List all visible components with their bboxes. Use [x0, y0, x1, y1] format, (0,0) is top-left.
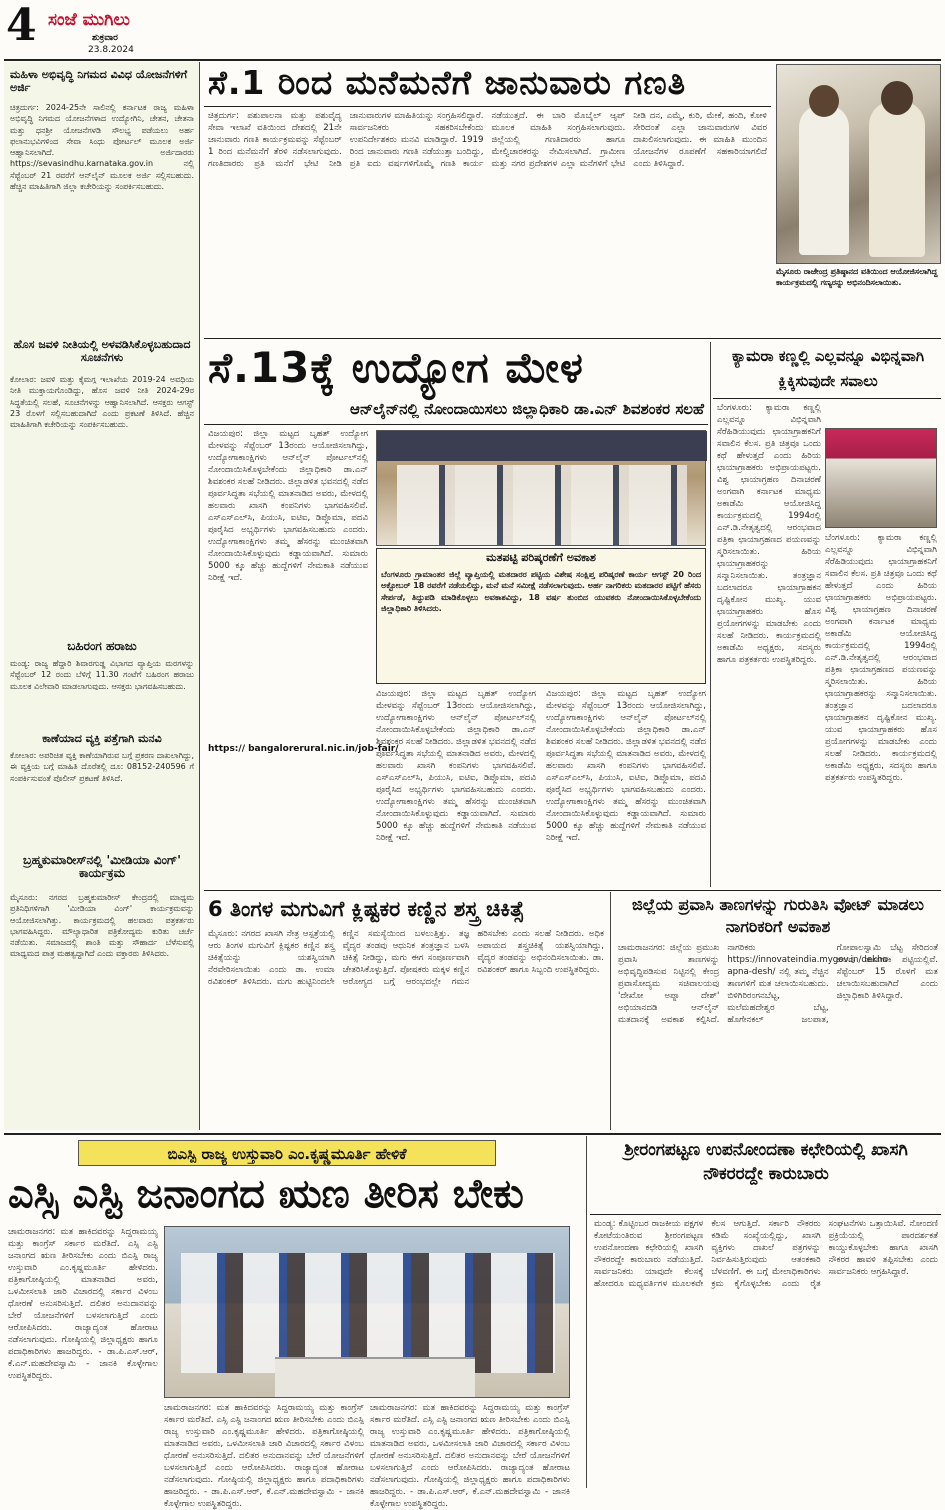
- bsp-story: [4, 1136, 582, 1509]
- census-story: [204, 62, 771, 337]
- jobfair-body-col3: ವಿಜಯಪುರ: ಜಿಲ್ಲಾ ಮಟ್ಟದ ಬೃಹತ್ ಉದ್ಯೋಗ ಮೇಳವನ್ನು ಸೆಪ್ಟೆಂಬರ್ 13ರಂದು ಆಯೋಜಿಸಲಾಗಿದ್ದು, ಉದ್ಯೋಗಾಕಾಂಕ್ಷಿಗಳು ಆನ್‌ಲೈನ್ ಪೋರ್ಟಲ್‌ನಲ್ಲಿ ನೋಂದಾಯಿಸಿಕೊಳ್ಳಬೇಕೆಂದು ಜಿಲ್ಲಾಧಿಕಾರಿ ಡಾ.ಎನ್ ಶಿವಶಂಕರ ಸಲಹೆ ನೀಡಿದರು. ಜಿಲ್ಲಾಡಳಿತ ಭವನದಲ್ಲಿ ನಡೆದ ಪೂರ್ವಸಿದ್ಧತಾ ಸಭೆಯಲ್ಲಿ ಮಾತನಾಡಿದ ಅವರು, ಮೇಳದಲ್ಲಿ ಹಲವಾರು ಖಾಸಗಿ ಕಂಪನಿಗಳು ಭಾಗವಹಿಸಲಿವೆ. ಎಸ್‌ಎಸ್‌ಎಲ್‌ಸಿ, ಪಿಯುಸಿ, ಐಟಿಐ, ಡಿಪ್ಲೊಮಾ, ಪದವಿ ಪೂರೈಸಿದ ಅಭ್ಯರ್ಥಿಗಳು ಭಾಗವಹಿಸಬಹುದು ಎಂದರು. ಉದ್ಯೋಗಾಕಾಂಕ್ಷಿಗಳು ತಮ್ಮ ಹೆಸರನ್ನು ಮುಂಚಿತವಾಗಿ ನೋಂದಾಯಿಸಿಕೊಳ್ಳುವುದು ಕಡ್ಡಾಯವಾಗಿದೆ. ಸುಮಾರು 5000 ಕ್ಕೂ ಹೆಚ್ಚು ಹುದ್ದೆಗಳಿಗೆ ನೇಮಕಾತಿ ನಡೆಯುವ ನಿರೀಕ್ಷೆ ಇದೆ.: [546, 689, 706, 843]
- srirangapatna-story: [590, 1136, 941, 1488]
- tourism-headline: ಜಿಲ್ಲೆಯ ಪ್ರವಾಸಿ ತಾಣಗಳನ್ನು ಗುರುತಿಸಿ ವೋಟ್ ಮಾಡಲು ನಾಗರಿಕರಿಗೆ ಅವಕಾಶ: [632, 895, 924, 936]
- bsp-body-col1: ಚಾಮರಾಜನಗರ: ಮತ ಹಾಕಿದವರನ್ನು ಸಿದ್ದರಾಮಯ್ಯ ಮತ್ತು ಕಾಂಗ್ರೆಸ್ ಸರ್ಕಾರ ಮರೆತಿದೆ. ಎಸ್ಸಿ ಎಸ್ಟಿ ಜನಾಂಗದ ಋಣ ತೀರಿಸಬೇಕು ಎಂದು ಬಿಎಸ್ಪಿ ರಾಜ್ಯ ಉಸ್ತುವಾರಿ ಎಂ.ಕೃಷ್ಣಮೂರ್ತಿ ಹೇಳಿದರು. ಪತ್ರಿಕಾಗೋಷ್ಠಿಯಲ್ಲಿ ಮಾತನಾಡಿದ ಅವರು, ಒಳಮೀಸಲಾತಿ ಜಾರಿ ವಿಚಾರದಲ್ಲಿ ಸರ್ಕಾರ ವಿಳಂಬ ಧೋರಣೆ ಅನುಸರಿಸುತ್ತಿದೆ. ದಲಿತರ ಅನುದಾನವನ್ನು ಬೇರೆ ಯೋಜನೆಗಳಿಗೆ ಬಳಸಲಾಗುತ್ತಿದೆ ಎಂದು ಆರೋಪಿಸಿದರು. ರಾಜ್ಯಾದ್ಯಂತ ಹೋರಾಟ ನಡೆಸಲಾಗುವುದು. ಗೋಷ್ಠಿಯಲ್ಲಿ ಜಿಲ್ಲಾಧ್ಯಕ್ಷರು ಹಾಗೂ ಪದಾಧಿಕಾರಿಗಳು ಹಾಜರಿದ್ದರು. - ಡಾ.ಪಿ.ಎಸ್.ಆರ್, ಕೆ.ಎನ್.ಮಹದೇವಸ್ವಾಮಿ - ಜಾನಕಿ ಕೊಳ್ಳೇಗಾಲ ಉಪಸ್ಥಿತರಿದ್ದರು.: [8, 1227, 158, 1381]
- srirangapatna-headline: ಶ್ರೀರಂಗಪಟ್ಟಣ ಉಪನೋಂದಣಾ ಕಛೇರಿಯಲ್ಲಿ ಖಾಸಗಿ ನೌಕರರದ್ದೇ ಕಾರುಬಾರು: [624, 1140, 908, 1184]
- sidebar-story3-title: ಬಹಿರಂಗ ಹರಾಜು: [67, 639, 137, 653]
- bsp-photo: [164, 1226, 570, 1398]
- bsp-kicker: ಬಿಎಸ್ಪಿ ರಾಜ್ಯ ಉಸ್ತುವಾರಿ ಎಂ.ಕೃಷ್ಣಮೂರ್ತಿ ಹೇಳಿಕೆ: [78, 1140, 496, 1166]
- camera-body-2: ಬೆಂಗಳೂರು: ಕ್ಯಾಮರಾ ಕಣ್ಣಲ್ಲಿ ಎಲ್ಲವನ್ನೂ ವಿಭಿನ್ನವಾಗಿ ಸೆರೆಹಿಡಿಯುವುದು ಛಾಯಾಗ್ರಾಹಕನಿಗೆ ಸವಾಲಿನ ಕೆಲಸ. ಪ್ರತಿ ಚಿತ್ರವೂ ಒಂದು ಕಥೆ ಹೇಳುತ್ತದೆ ಎಂದು ಹಿರಿಯ ಛಾಯಾಗ್ರಾಹಕರು ಅಭಿಪ್ರಾಯಪಟ್ಟರು. ವಿಶ್ವ ಛಾಯಾಗ್ರಹಣ ದಿನಾಚರಣೆ ಅಂಗವಾಗಿ ಕರ್ನಾಟಕ ಮಾಧ್ಯಮ ಅಕಾಡೆಮಿ ಆಯೋಜಿಸಿದ್ದ ಕಾರ್ಯಕ್ರಮದಲ್ಲಿ 1994ರಲ್ಲಿ ಎನ್.ಡಿ.ನೇತೃತ್ವದಲ್ಲಿ ಆರಂಭವಾದ ಪತ್ರಿಕಾ ಛಾಯಾಗ್ರಹಣದ ಪಯಣವನ್ನು ಸ್ಮರಿಸಲಾಯಿತು. ಹಿರಿಯ ಛಾಯಾಗ್ರಾಹಕರನ್ನು ಸನ್ಮಾನಿಸಲಾಯಿತು. ತಂತ್ರಜ್ಞಾನ ಬದಲಾದರೂ ಛಾಯಾಗ್ರಾಹಕನ ದೃಷ್ಟಿಕೋನ ಮುಖ್ಯ. ಯುವ ಛಾಯಾಗ್ರಾಹಕರು ಹೊಸ ಪ್ರಯೋಗಗಳನ್ನು ಮಾಡಬೇಕು ಎಂದು ಸಲಹೆ ನೀಡಿದರು. ಕಾರ್ಯಕ್ರಮದಲ್ಲಿ ಅಕಾಡೆಮಿ ಅಧ್ಯಕ್ಷರು, ಸದಸ್ಯರು ಹಾಗೂ ಪತ್ರಕರ್ತರು ಉಪಸ್ಥಿತರಿದ್ದರು.: [825, 533, 937, 783]
- voter-list-box: [376, 548, 706, 684]
- left-sidebar: [4, 62, 200, 1130]
- sidebar-story4-title: ಕಾಣೆಯಾದ ವ್ಯಕ್ತಿ ಪತ್ತೆಗಾಗಿ ಮನವಿ: [42, 732, 162, 745]
- census-rule: [204, 106, 771, 107]
- rule-above-bottom: [4, 1133, 941, 1135]
- brand-logo: ಸಂಜೆ ಮುಗಿಲು: [48, 10, 130, 30]
- camera-body: ಬೆಂಗಳೂರು: ಕ್ಯಾಮರಾ ಕಣ್ಣಲ್ಲಿ ಎಲ್ಲವನ್ನೂ ವಿಭಿನ್ನವಾಗಿ ಸೆರೆಹಿಡಿಯುವುದು ಛಾಯಾಗ್ರಾಹಕನಿಗೆ ಸವಾಲಿನ ಕೆಲಸ. ಪ್ರತಿ ಚಿತ್ರವೂ ಒಂದು ಕಥೆ ಹೇಳುತ್ತದೆ ಎಂದು ಹಿರಿಯ ಛಾಯಾಗ್ರಾಹಕರು ಅಭಿಪ್ರಾಯಪಟ್ಟರು. ವಿಶ್ವ ಛಾಯಾಗ್ರಹಣ ದಿನಾಚರಣೆ ಅಂಗವಾಗಿ ಕರ್ನಾಟಕ ಮಾಧ್ಯಮ ಅಕಾಡೆಮಿ ಆಯೋಜಿಸಿದ್ದ ಕಾರ್ಯಕ್ರಮದಲ್ಲಿ 1994ರಲ್ಲಿ ಎನ್.ಡಿ.ನೇತೃತ್ವದಲ್ಲಿ ಆರಂಭವಾದ ಪತ್ರಿಕಾ ಛಾಯಾಗ್ರಹಣದ ಪಯಣವನ್ನು ಸ್ಮರಿಸಲಾಯಿತು. ಹಿರಿಯ ಛಾಯಾಗ್ರಾಹಕರನ್ನು ಸನ್ಮಾನಿಸಲಾಯಿತು. ತಂತ್ರಜ್ಞಾನ ಬದಲಾದರೂ ಛಾಯಾಗ್ರಾಹಕನ ದೃಷ್ಟಿಕೋನ ಮುಖ್ಯ. ಯುವ ಛಾಯಾಗ್ರಾಹಕರು ಹೊಸ ಪ್ರಯೋಗಗಳನ್ನು ಮಾಡಬೇಕು ಎಂದು ಸಲಹೆ ನೀಡಿದರು. ಕಾರ್ಯಕ್ರಮದಲ್ಲಿ ಅಕಾಡೆಮಿ ಅಧ್ಯಕ್ಷರು, ಸದಸ್ಯರು ಹಾಗೂ ಪತ್ರಕರ್ತರು ಉಪಸ್ಥಿತರಿದ್ದರು.: [717, 403, 821, 665]
- rule-below-census: [204, 338, 941, 339]
- bsp-group: [181, 1253, 555, 1373]
- eye-body: ಮೈಸೂರು: ನಗರದ ಖಾಸಗಿ ನೇತ್ರ ಆಸ್ಪತ್ರೆಯಲ್ಲಿ ಆರು ತಿಂಗಳ ಮಗುವಿಗೆ ಕ್ಲಿಷ್ಟಕರ ಕಣ್ಣಿನ ಶಸ್ತ್ರ ಚಿಕಿತ್ಸೆಯನ್ನು ಯಶಸ್ವಿಯಾಗಿ ನೆರವೇರಿಸಲಾಯಿತು ಎಂದು ಡಾ. ಉಮಾ ರವಿಶಂಕರ್ ತಿಳಿಸಿದರು. ಮಗು ಹುಟ್ಟಿನಿಂದಲೇ ಕಣ್ಣಿನ ಸಮಸ್ಯೆಯಿಂದ ಬಳಲುತ್ತಿತ್ತು. ತಜ್ಞ ವೈದ್ಯರ ತಂಡವು ಆಧುನಿಕ ತಂತ್ರಜ್ಞಾನ ಬಳಸಿ ಚಿಕಿತ್ಸೆ ನೀಡಿದ್ದು, ಮಗು ಈಗ ಸಂಪೂರ್ಣವಾಗಿ ಚೇತರಿಸಿಕೊಳ್ಳುತ್ತಿದೆ. ಪೋಷಕರು ಮಕ್ಕಳ ಕಣ್ಣಿನ ಆರೋಗ್ಯದ ಬಗ್ಗೆ ಆರಂಭದಲ್ಲೇ ಗಮನ ಹರಿಸಬೇಕು ಎಂದು ಸಲಹೆ ನೀಡಿದರು. ಅಧಿಕ ಅಪಾಯದ ಶಸ್ತ್ರಚಿಕಿತ್ಸೆ ಯಶಸ್ವಿಯಾಗಿದ್ದು, ವೈದ್ಯರ ತಂಡವನ್ನು ಅಭಿನಂದಿಸಲಾಯಿತು. ಡಾ. ರವಿಶಂಕರ್ ಹಾಗೂ ಸಿಬ್ಬಂದಿ ಉಪಸ್ಥಿತರಿದ್ದರು.: [208, 929, 604, 987]
- sidebar-story5-title: ಬ್ರಹ್ಮಕುಮಾರೀಸ್‌ನಲ್ಲಿ 'ಮೀಡಿಯಾ ವಿಂಗ್' ಕಾರ್ಯಕ್ರಮ: [23, 853, 181, 880]
- officials-group: [397, 465, 687, 545]
- sidebar-story4-body: ಕೋಲಾರ: ಅಪರಿಚಿತ ವ್ಯಕ್ತಿ ಕಾಣೆಯಾಗಿರುವ ಬಗ್ಗೆ ಪ್ರಕರಣ ದಾಖಲಾಗಿದ್ದು, ಈ ವ್ಯಕ್ತಿಯ ಬಗ್ಗೆ ಮಾಹಿತಿ ದೊರೆತಲ್ಲಿ ದೂ: 08152-240596 ಗೆ ಸಂಪರ್ಕಿಸುವಂತೆ ಪೊಲೀಸ್ ಪ್ರಕಟಣೆ ತಿಳಿಸಿದೆ.: [10, 751, 194, 783]
- issue-day: ಶುಕ್ರವಾರ: [92, 33, 118, 43]
- page-number: 4: [6, 0, 37, 51]
- person-figure-left: [799, 105, 849, 255]
- census-photo-caption: ಮೈಸೂರು ರಾಜೇಂದ್ರ ಪ್ರತಿಷ್ಠಾನದ ವತಿಯಿಂದ ಆಯೋಜಿಸಲಾಗಿದ್ದ ಕಾರ್ಯಕ್ರಮದಲ್ಲಿ ಗಣ್ಯರನ್ನು ಅಭಿನಂದಿಸಲಾಯಿತು.: [776, 267, 938, 287]
- jobfair-body-col1: ವಿಜಯಪುರ: ಜಿಲ್ಲಾ ಮಟ್ಟದ ಬೃಹತ್ ಉದ್ಯೋಗ ಮೇಳವನ್ನು ಸೆಪ್ಟೆಂಬರ್ 13ರಂದು ಆಯೋಜಿಸಲಾಗಿದ್ದು, ಉದ್ಯೋಗಾಕಾಂಕ್ಷಿಗಳು ಆನ್‌ಲೈನ್ ಪೋರ್ಟಲ್‌ನಲ್ಲಿ ನೋಂದಾಯಿಸಿಕೊಳ್ಳಬೇಕೆಂದು ಜಿಲ್ಲಾಧಿಕಾರಿ ಡಾ.ಎನ್ ಶಿವಶಂಕರ ಸಲಹೆ ನೀಡಿದರು. ಜಿಲ್ಲಾಡಳಿತ ಭವನದಲ್ಲಿ ನಡೆದ ಪೂರ್ವಸಿದ್ಧತಾ ಸಭೆಯಲ್ಲಿ ಮಾತನಾಡಿದ ಅವರು, ಮೇಳದಲ್ಲಿ ಹಲವಾರು ಖಾಸಗಿ ಕಂಪನಿಗಳು ಭಾಗವಹಿಸಲಿವೆ. ಎಸ್‌ಎಸ್‌ಎಲ್‌ಸಿ, ಪಿಯುಸಿ, ಐಟಿಐ, ಡಿಪ್ಲೊಮಾ, ಪದವಿ ಪೂರೈಸಿದ ಅಭ್ಯರ್ಥಿಗಳು ಭಾಗವಹಿಸಬಹುದು ಎಂದರು. ಉದ್ಯೋಗಾಕಾಂಕ್ಷಿಗಳು ತಮ್ಮ ಹೆಸರನ್ನು ಮುಂಚಿತವಾಗಿ ನೋಂದಾಯಿಸಿಕೊಳ್ಳುವುದು ಕಡ್ಡಾಯವಾಗಿದೆ. ಸುಮಾರು 5000 ಕ್ಕೂ ಹೆಚ್ಚು ಹುದ್ದೆಗಳಿಗೆ ನೇಮಕಾತಿ ನಡೆಯುವ ನಿರೀಕ್ಷೆ ಇದೆ.: [208, 429, 368, 583]
- srirangapatna-body: ಮಂಡ್ಯ: ಕೊಟ್ಟಿಂಬರ ರಾಜಕೀಯ ಪಕ್ಷಗಳ ಕೋಟೆಯಂತಿರುವ ಶ್ರೀರಂಗಪಟ್ಟಣ ಉಪನೋಂದಣಾ ಕಛೇರಿಯಲ್ಲಿ ಖಾಸಗಿ ನೌಕರರದ್ದೇ ಕಾರುಬಾರು ನಡೆಯುತ್ತಿದೆ. ಸಾರ್ವಜನಿಕರು ಯಾವುದೇ ಕೆಲಸಕ್ಕೆ ಹೋದರೂ ಮಧ್ಯವರ್ತಿಗಳ ಮೂಲಕವೇ ಕೆಲಸ ಆಗುತ್ತಿದೆ. ಸರ್ಕಾರಿ ನೌಕರರು ಕಡಿಮೆ ಸಂಖ್ಯೆಯಲ್ಲಿದ್ದು, ಖಾಸಗಿ ವ್ಯಕ್ತಿಗಳು ದಾಖಲೆ ಪತ್ರಗಳನ್ನು ನಿರ್ವಹಿಸುತ್ತಿರುವುದು ಆತಂಕಕಾರಿ ಬೆಳವಣಿಗೆ. ಈ ಬಗ್ಗೆ ಮೇಲಾಧಿಕಾರಿಗಳು ಕ್ರಮ ಕೈಗೊಳ್ಳಬೇಕು ಎಂದು ರೈತ ಸಂಘಟನೆಗಳು ಒತ್ತಾಯಿಸಿವೆ. ನೋಂದಣಿ ಪ್ರಕ್ರಿಯೆಯಲ್ಲಿ ಪಾರದರ್ಶಕತೆ ಕಾಯ್ದುಕೊಳ್ಳಬೇಕು ಹಾಗೂ ಖಾಸಗಿ ನೌಕರರ ಹಾವಳಿ ತಪ್ಪಿಸಬೇಕು ಎಂದು ಸಾರ್ವಜನಿಕರು ಆಗ್ರಹಿಸಿದ್ದಾರೆ.: [594, 1219, 938, 1289]
- camera-photo: [825, 428, 937, 528]
- voter-list-caption: ಮತಪಟ್ಟಿ ಪರಿಷ್ಕರಣೆಗೆ ಅವಕಾಶ: [486, 551, 596, 564]
- sidebar-story2-body: ಕೋಲಾರ: ಜವಳಿ ಮತ್ತು ಕೈಮಗ್ಗ ಇಲಾಖೆಯ 2019-24 ಅವಧಿಯ ನೀತಿ ಮುಕ್ತಾಯಗೊಂಡಿದ್ದು, ಹೊಸ ಜವಳಿ ನೀತಿ 2024-29ರ ಸಿದ್ಧತೆಯಲ್ಲಿ ಸಲಹೆ, ಸೂಚನೆಗಳನ್ನು ಆಹ್ವಾನಿಸಲಾಗಿದೆ. ಆಸಕ್ತರು ಆಗಸ್ಟ್ 23 ರೊಳಗೆ ಸಲ್ಲಿಸಬಹುದಾಗಿದೆ ಎಂದು ಪ್ರಕಟಣೆ ತಿಳಿಸಿದೆ. ಹೆಚ್ಚಿನ ಮಾಹಿತಿಗಾಗಿ ಕಚೇರಿಯನ್ನು ಸಂಪರ್ಕಿಸಬಹುದು.: [10, 375, 194, 430]
- census-photo: [776, 64, 941, 264]
- rule-between-jobfair-camera: [710, 342, 711, 887]
- sidebar-story3-body: ಮಂಡ್ಯ: ರಾಜ್ಯ ಹೆದ್ದಾರಿ ಶಿವಾರಗುಡ್ಡ ವಿಭಾಗದ ವ್ಯಾಪ್ತಿಯ ಮರಗಳನ್ನು ಸೆಪ್ಟೆಂಬರ್ 12 ರಂದು ಬೆಳಿಗ್ಗೆ 11.30 ಗಂಟೆಗೆ ಬಹಿರಂಗ ಹರಾಜು ಮೂಲಕ ವಿಲೇವಾರಿ ಮಾಡಲಾಗುವುದು. ಆಸಕ್ತರು ಭಾಗವಹಿಸಬಹುದು.: [10, 659, 194, 691]
- jobfair-body-col2: ವಿಜಯಪುರ: ಜಿಲ್ಲಾ ಮಟ್ಟದ ಬೃಹತ್ ಉದ್ಯೋಗ ಮೇಳವನ್ನು ಸೆಪ್ಟೆಂಬರ್ 13ರಂದು ಆಯೋಜಿಸಲಾಗಿದ್ದು, ಉದ್ಯೋಗಾಕಾಂಕ್ಷಿಗಳು ಆನ್‌ಲೈನ್ ಪೋರ್ಟಲ್‌ನಲ್ಲಿ ನೋಂದಾಯಿಸಿಕೊಳ್ಳಬೇಕೆಂದು ಜಿಲ್ಲಾಧಿಕಾರಿ ಡಾ.ಎನ್ ಶಿವಶಂಕರ ಸಲಹೆ ನೀಡಿದರು. ಜಿಲ್ಲಾಡಳಿತ ಭವನದಲ್ಲಿ ನಡೆದ ಪೂರ್ವಸಿದ್ಧತಾ ಸಭೆಯಲ್ಲಿ ಮಾತನಾಡಿದ ಅವರು, ಮೇಳದಲ್ಲಿ ಹಲವಾರು ಖಾಸಗಿ ಕಂಪನಿಗಳು ಭಾಗವಹಿಸಲಿವೆ. ಎಸ್‌ಎಸ್‌ಎಲ್‌ಸಿ, ಪಿಯುಸಿ, ಐಟಿಐ, ಡಿಪ್ಲೊಮಾ, ಪದವಿ ಪೂರೈಸಿದ ಅಭ್ಯರ್ಥಿಗಳು ಭಾಗವಹಿಸಬಹುದು ಎಂದರು. ಉದ್ಯೋಗಾಕಾಂಕ್ಷಿಗಳು ತಮ್ಮ ಹೆಸರನ್ನು ಮುಂಚಿತವಾಗಿ ನೋಂದಾಯಿಸಿಕೊಳ್ಳುವುದು ಕಡ್ಡಾಯವಾಗಿದೆ. ಸುಮಾರು 5000 ಕ್ಕೂ ಹೆಚ್ಚು ಹುದ್ದೆಗಳಿಗೆ ನೇಮಕಾತಿ ನಡೆಯುವ ನಿರೀಕ್ಷೆ ಇದೆ.: [376, 689, 536, 843]
- sidebar-story5-body: ಮೈಸೂರು: ನಗರದ ಬ್ರಹ್ಮಕುಮಾರೀಸ್ ಕೇಂದ್ರದಲ್ಲಿ ಮಾಧ್ಯಮ ಪ್ರತಿನಿಧಿಗಳಿಗಾಗಿ 'ಮೀಡಿಯಾ ವಿಂಗ್' ಕಾರ್ಯಕ್ರಮವನ್ನು ಆಯೋಜಿಸಲಾಗಿತ್ತು. ಕಾರ್ಯಕ್ರಮದಲ್ಲಿ ಹಲವಾರು ಪತ್ರಕರ್ತರು ಭಾಗವಹಿಸಿದ್ದರು. ಮೌಲ್ಯಾಧಾರಿತ ಪತ್ರಿಕೋದ್ಯಮ ಕುರಿತು ಚರ್ಚೆ ನಡೆಯಿತು. ಸಮಾಜದಲ್ಲಿ ಶಾಂತಿ ಮತ್ತು ಸೌಹಾರ್ದ ಬೆಳೆಸುವಲ್ಲಿ ಮಾಧ್ಯಮದ ಪಾತ್ರ ಮಹತ್ವದ್ದಾಗಿದೆ ಎಂದು ವಕ್ತಾರರು ತಿಳಿಸಿದರು.: [10, 893, 194, 959]
- camera-headline: ಕ್ಯಾಮರಾ ಕಣ್ಣಲ್ಲಿ ಎಲ್ಲವನ್ನೂ ವಿಭಿನ್ನವಾಗಿ ಕ್ಲಿಕ್ಕಿಸುವುದೇ ಸವಾಲು: [731, 347, 925, 390]
- head-left: [809, 85, 839, 117]
- census-headline: ಸೆ.1 ರಿಂದ ಮನೆಮನೆಗೆ ಜಾನುವಾರು ಗಣತಿ: [208, 63, 687, 102]
- jobfair-photo: [376, 430, 706, 546]
- rule-between-bsp-srirangapatna: [586, 1136, 587, 1488]
- census-body: ಚಿತ್ರದುರ್ಗ: ಪಶುಪಾಲನಾ ಮತ್ತು ಪಶುವೈದ್ಯ ಸೇವಾ ಇಲಾಖೆ ವತಿಯಿಂದ ದೇಶದಲ್ಲಿ 21ನೇ ಜಾನುವಾರು ಗಣತಿ ಕಾರ್ಯಕ್ರಮವನ್ನು ಸೆಪ್ಟೆಂಬರ್ 1 ರಿಂದ ಮನೆಮನೆಗೆ ತೆರಳಿ ನಡೆಸಲಾಗುವುದು. ಗಣತಿದಾರರು ಪ್ರತಿ ಮನೆಗೆ ಭೇಟಿ ನೀಡಿ ಜಾನುವಾರುಗಳ ಮಾಹಿತಿಯನ್ನು ಸಂಗ್ರಹಿಸಲಿದ್ದಾರೆ. ಸಾರ್ವಜನಿಕರು ಸಹಕರಿಸಬೇಕೆಂದು ಉಪನಿರ್ದೇಶಕರು ಮನವಿ ಮಾಡಿದ್ದಾರೆ. 1919 ರಿಂದ ಜಾನುವಾರು ಗಣತಿ ನಡೆಯುತ್ತಾ ಬಂದಿದ್ದು, ಪ್ರತಿ ಐದು ವರ್ಷಗಳಿಗೊಮ್ಮೆ ಗಣತಿ ಕಾರ್ಯ ನಡೆಯುತ್ತದೆ. ಈ ಬಾರಿ ಮೊಬೈಲ್ ಆ್ಯಪ್ ಮೂಲಕ ಮಾಹಿತಿ ಸಂಗ್ರಹಿಸಲಾಗುವುದು. ಜಿಲ್ಲೆಯಲ್ಲಿ ಗಣತಿದಾರರು ಹಾಗೂ ಮೇಲ್ವಿಚಾರಕರನ್ನು ನೇಮಿಸಲಾಗಿದೆ. ಗ್ರಾಮೀಣ ಮತ್ತು ನಗರ ಪ್ರದೇಶಗಳ ಎಲ್ಲಾ ಮನೆಗಳಿಗೆ ಭೇಟಿ ನೀಡಿ ದನ, ಎಮ್ಮೆ, ಕುರಿ, ಮೇಕೆ, ಹಂದಿ, ಕೋಳಿ ಸೇರಿದಂತೆ ಎಲ್ಲಾ ಜಾನುವಾರುಗಳ ವಿವರ ದಾಖಲಿಸಲಾಗುವುದು. ಈ ಮಾಹಿತಿ ಮುಂದಿನ ಯೋಜನೆಗಳ ರೂಪಣೆಗೆ ಸಹಕಾರಿಯಾಗಲಿದೆ ಎಂದು ತಿಳಿಸಿದ್ದಾರೆ.: [208, 111, 767, 169]
- sidebar-story2-title: ಹೊಸ ಜವಳಿ ನೀತಿಯಲ್ಲಿ ಅಳವಡಿಸಿಕೊಳ್ಳಬಹುದಾದ ಸೂಚನೆಗಳು: [13, 338, 191, 364]
- jobfair-headline: ಸೆ.13ಕ್ಕೆ ಉದ್ಯೋಗ ಮೇಳ: [208, 343, 584, 392]
- rule-between-eye-tourism: [610, 892, 611, 1130]
- sidebar-story1-body: ಚಿತ್ರದುರ್ಗ: 2024-25ನೇ ಸಾಲಿನಲ್ಲಿ ಕರ್ನಾಟಕ ರಾಜ್ಯ ಮಹಿಳಾ ಅಭಿವೃದ್ಧಿ ನಿಗಮದ ಯೋಜನೆಗಳಾದ ಉದ್ಯೋಗಿನಿ, ಚೇತನ, ಚೇತನಾ ಮತ್ತು ಧನಶ್ರೀ ಯೋಜನೆಗಳಡಿ ಸೌಲಭ್ಯ ಪಡೆಯಲು ಅರ್ಹ ಫಲಾನುಭವಿಗಳಿಂದ ಸೇವಾ ಸಿಂಧು ಪೋರ್ಟಲ್ ಮೂಲಕ ಅರ್ಜಿ ಆಹ್ವಾನಿಸಲಾಗಿದೆ. ಅರ್ಜಿದಾರರು https://sevasindhu.karnataka.gov.in ನಲ್ಲಿ ಸೆಪ್ಟೆಂಬರ್ 21 ರವರೆಗೆ ಆನ್‌ಲೈನ್ ಮೂಲಕ ಅರ್ಜಿ ಸಲ್ಲಿಸಬಹುದು. ಹೆಚ್ಚಿನ ಮಾಹಿತಿಗಾಗಿ ಜಿಲ್ಲಾ ಕಚೇರಿಯನ್ನು ಸಂಪರ್ಕಿಸಬಹುದು.: [10, 103, 194, 192]
- camera-rule: [713, 398, 941, 399]
- bsp-headline: ಎಸ್ಸಿ ಎಸ್ಟಿ ಜನಾಂಗದ ಋಣ ತೀರಿಸ ಬೇಕು: [8, 1171, 524, 1217]
- eye-story: [204, 892, 608, 1130]
- tourism-body: ಚಾಮರಾಜನಗರ: ಜಿಲ್ಲೆಯ ಪ್ರಮುಖ ಪ್ರವಾಸಿ ತಾಣಗಳನ್ನು ಅಭಿವೃದ್ಧಿಪಡಿಸುವ ನಿಟ್ಟಿನಲ್ಲಿ ಕೇಂದ್ರ ಪ್ರವಾಸೋದ್ಯಮ ಸಚಿವಾಲಯವು 'ದೇಖೋ ಅಪ್ನಾ ದೇಶ್' ಅಭಿಯಾನದಡಿ ಆನ್‌ಲೈನ್ ಮತದಾನಕ್ಕೆ ಅವಕಾಶ ಕಲ್ಪಿಸಿದೆ. ನಾಗರಿಕರು https://innovateindia.mygov.in/dekho-apna-desh/ ನಲ್ಲಿ ತಮ್ಮ ನೆಚ್ಚಿನ ತಾಣಗಳಿಗೆ ಮತ ಚಲಾಯಿಸಬಹುದು. ಬಿಳಿಗಿರಿರಂಗನಬೆಟ್ಟ, ಮಲೆಮಹದೇಶ್ವರ ಬೆಟ್ಟ, ಹೊಗೇನಕಲ್ ಜಲಪಾತ, ಗೋಪಾಲಸ್ವಾಮಿ ಬೆಟ್ಟ ಸೇರಿದಂತೆ ಹಲವು ತಾಣಗಳು ಪಟ್ಟಿಯಲ್ಲಿವೆ. ಸೆಪ್ಟೆಂಬರ್ 15 ರೊಳಗೆ ಮತ ಚಲಾಯಿಸಬಹುದಾಗಿದೆ ಎಂದು ಜಿಲ್ಲಾಧಿಕಾರಿ ತಿಳಿಸಿದ್ದಾರೆ.: [618, 943, 938, 1025]
- jobfair-story: [204, 340, 708, 888]
- jobfair-subhead: ಆನ್‌ಲೈನ್‌ನಲ್ಲಿ ನೋಂದಾಯಿಸಲು ಜಿಲ್ಲಾಧಿಕಾರಿ ಡಾ.ಎನ್ ಶಿವಶಂಕರ ಸಲಹೆ: [350, 400, 704, 418]
- eye-headline: 6 ತಿಂಗಳ ಮಗುವಿಗೆ ಕ್ಲಿಷ್ಟಕರ ಕಣ್ಣಿನ ಶಸ್ತ್ರ ಚಿಕಿತ್ಸೆ: [208, 897, 525, 921]
- rule-below-jobfair: [204, 890, 941, 891]
- masthead-rule: [4, 59, 941, 61]
- jobfair-sub-rule: [204, 424, 708, 425]
- head-right: [881, 81, 913, 115]
- sidebar-story1-title: ಮಹಿಳಾ ಅಭಿವೃದ್ಧಿ ನಿಗಮದ ವಿವಿಧ ಯೋಜನೆಗಳಿಗೆ ಅರ್ಜಿ: [10, 68, 188, 94]
- camera-story: [713, 342, 941, 888]
- voter-list-body: ಬೆಂಗಳೂರು ಗ್ರಾಮಾಂತರ ಜಿಲ್ಲೆ ವ್ಯಾಪ್ತಿಯಲ್ಲಿ ಮತದಾರರ ಪಟ್ಟಿಯ ವಿಶೇಷ ಸಂಕ್ಷಿಪ್ತ ಪರಿಷ್ಕರಣೆ ಕಾರ್ಯ ಆಗಸ್ಟ್ 20 ರಿಂದ ಅಕ್ಟೋಬರ್ 18 ರವರೆಗೆ ನಡೆಯಲಿದ್ದು, ಮನೆ ಮನೆ ಸಮೀಕ್ಷೆ ನಡೆಸಲಾಗುವುದು. ಅರ್ಹ ನಾಗರಿಕರು ಮತದಾರರ ಪಟ್ಟಿಗೆ ಹೆಸರು ಸೇರ್ಪಡೆ, ತಿದ್ದುಪಡಿ ಮಾಡಿಕೊಳ್ಳಲು ಅವಕಾಶವಿದ್ದು, 18 ವರ್ಷ ತುಂಬಿದ ಯುವಕರು ನೋಂದಾಯಿಸಿಕೊಳ್ಳಬೇಕೆಂದು ಜಿಲ್ಲಾಧಿಕಾರಿ ತಿಳಿಸಿದರು.: [381, 570, 701, 613]
- issue-date: 23.8.2024: [88, 45, 134, 55]
- jobfair-url-link[interactable]: https:// bangalorerural.nic.in/job-fair/: [208, 744, 399, 754]
- tourism-story: [614, 892, 941, 1130]
- masthead: [6, 0, 306, 56]
- bsp-table: [275, 1357, 475, 1397]
- person-figure-right: [869, 101, 925, 257]
- srirangapatna-rule: [590, 1214, 941, 1215]
- banner: [377, 431, 707, 461]
- bsp-body-col3: ಚಾಮರಾಜನಗರ: ಮತ ಹಾಕಿದವರನ್ನು ಸಿದ್ದರಾಮಯ್ಯ ಮತ್ತು ಕಾಂಗ್ರೆಸ್ ಸರ್ಕಾರ ಮರೆತಿದೆ. ಎಸ್ಸಿ ಎಸ್ಟಿ ಜನಾಂಗದ ಋಣ ತೀರಿಸಬೇಕು ಎಂದು ಬಿಎಸ್ಪಿ ರಾಜ್ಯ ಉಸ್ತುವಾರಿ ಎಂ.ಕೃಷ್ಣಮೂರ್ತಿ ಹೇಳಿದರು. ಪತ್ರಿಕಾಗೋಷ್ಠಿಯಲ್ಲಿ ಮಾತನಾಡಿದ ಅವರು, ಒಳಮೀಸಲಾತಿ ಜಾರಿ ವಿಚಾರದಲ್ಲಿ ಸರ್ಕಾರ ವಿಳಂಬ ಧೋರಣೆ ಅನುಸರಿಸುತ್ತಿದೆ. ದಲಿತರ ಅನುದಾನವನ್ನು ಬೇರೆ ಯೋಜನೆಗಳಿಗೆ ಬಳಸಲಾಗುತ್ತಿದೆ ಎಂದು ಆರೋಪಿಸಿದರು. ರಾಜ್ಯಾದ್ಯಂತ ಹೋರಾಟ ನಡೆಸಲಾಗುವುದು. ಗೋಷ್ಠಿಯಲ್ಲಿ ಜಿಲ್ಲಾಧ್ಯಕ್ಷರು ಹಾಗೂ ಪದಾಧಿಕಾರಿಗಳು ಹಾಜರಿದ್ದರು. - ಡಾ.ಪಿ.ಎಸ್.ಆರ್, ಕೆ.ಎನ್.ಮಹದೇವಸ್ವಾಮಿ - ಜಾನಕಿ ಕೊಳ್ಳೇಗಾಲ ಉಪಸ್ಥಿತರಿದ್ದರು.: [370, 1403, 570, 1509]
- bsp-body-col2: ಚಾಮರಾಜನಗರ: ಮತ ಹಾಕಿದವರನ್ನು ಸಿದ್ದರಾಮಯ್ಯ ಮತ್ತು ಕಾಂಗ್ರೆಸ್ ಸರ್ಕಾರ ಮರೆತಿದೆ. ಎಸ್ಸಿ ಎಸ್ಟಿ ಜನಾಂಗದ ಋಣ ತೀರಿಸಬೇಕು ಎಂದು ಬಿಎಸ್ಪಿ ರಾಜ್ಯ ಉಸ್ತುವಾರಿ ಎಂ.ಕೃಷ್ಣಮೂರ್ತಿ ಹೇಳಿದರು. ಪತ್ರಿಕಾಗೋಷ್ಠಿಯಲ್ಲಿ ಮಾತನಾಡಿದ ಅವರು, ಒಳಮೀಸಲಾತಿ ಜಾರಿ ವಿಚಾರದಲ್ಲಿ ಸರ್ಕಾರ ವಿಳಂಬ ಧೋರಣೆ ಅನುಸರಿಸುತ್ತಿದೆ. ದಲಿತರ ಅನುದಾನವನ್ನು ಬೇರೆ ಯೋಜನೆಗಳಿಗೆ ಬಳಸಲಾಗುತ್ತಿದೆ ಎಂದು ಆರೋಪಿಸಿದರು. ರಾಜ್ಯಾದ್ಯಂತ ಹೋರಾಟ ನಡೆಸಲಾಗುವುದು. ಗೋಷ್ಠಿಯಲ್ಲಿ ಜಿಲ್ಲಾಧ್ಯಕ್ಷರು ಹಾಗೂ ಪದಾಧಿಕಾರಿಗಳು ಹಾಜರಿದ್ದರು. - ಡಾ.ಪಿ.ಎಸ್.ಆರ್, ಕೆ.ಎನ್.ಮಹದೇವಸ್ವಾಮಿ - ಜಾನಕಿ ಕೊಳ್ಳೇಗಾಲ ಉಪಸ್ಥಿತರಿದ್ದರು.: [164, 1403, 364, 1509]
